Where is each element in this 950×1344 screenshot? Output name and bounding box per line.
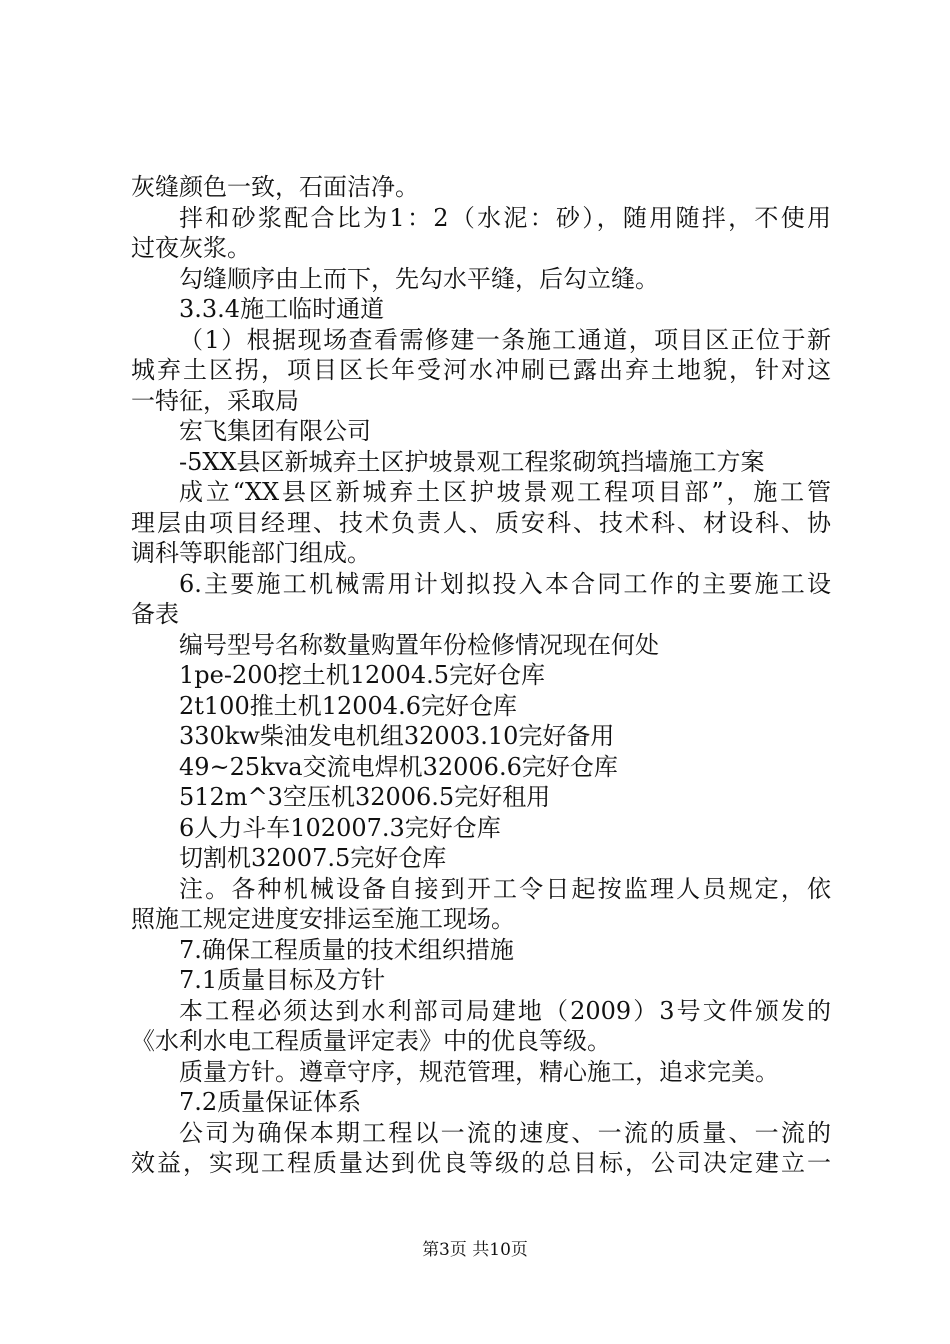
- equipment-row: 330kw柴油发电机组32003.10完好备用: [179, 722, 615, 750]
- section-heading: 7.确保工程质量的技术组织措施: [179, 935, 514, 964]
- section-heading: 7.2质量保证体系: [179, 1088, 362, 1116]
- text-line: 一特征，采取局: [131, 386, 299, 415]
- equipment-row: 切割机32007.5完好仓库: [179, 844, 447, 872]
- text-line: 理层由项目经理、技术负责人、质安科、技术科、材设科、协: [131, 508, 831, 537]
- running-header: -5XX县区新城弃土区护坡景观工程浆砌筑挡墙施工方案: [179, 447, 765, 476]
- text-line: 公司为确保本期工程以一流的速度、一流的质量、一流的: [179, 1118, 831, 1147]
- document-body: [131, 172, 831, 1179]
- text-line: 效益，实现工程质量达到优良等级的总目标，公司决定建立一: [131, 1149, 831, 1177]
- text-line: 本工程必须达到水利部司局建地（2009）3号文件颁发的: [179, 996, 831, 1025]
- text-line: 成立“XX县区新城弃土区护坡景观工程项目部”，施工管: [179, 478, 831, 506]
- equipment-row: 6人力斗车102007.3完好仓库: [179, 813, 501, 842]
- text-line: 灰缝颜色一致，石面洁净。: [131, 173, 419, 201]
- text-line: 照施工规定进度安排运至施工现场。: [131, 905, 515, 933]
- equipment-table-header: 编号型号名称数量购置年份检修情况现在何处: [179, 630, 659, 659]
- equipment-row: 1pe-200挖土机12004.5完好仓库: [179, 661, 545, 689]
- text-line: 注。各种机械设备自接到开工令日起按监理人员规定，依: [179, 874, 831, 903]
- text-line: 《水利水电工程质量评定表》中的优良等级。: [131, 1027, 611, 1055]
- section-heading: 3.3.4施工临时通道: [179, 295, 385, 323]
- equipment-row: 512m^3空压机32006.5完好租用: [179, 783, 551, 811]
- equipment-row: 2t100推土机12004.6完好仓库: [179, 691, 517, 720]
- text-line: 备表: [131, 600, 179, 628]
- equipment-row: 49~25kva交流电焊机32006.6完好仓库: [179, 752, 618, 781]
- text-line: （1）根据现场查看需修建一条施工通道，项目区正位于新: [179, 325, 831, 354]
- section-heading: 6.主要施工机械需用计划拟投入本合同工作的主要施工设: [179, 569, 831, 598]
- text-line: 质量方针。遵章守序，规范管理，精心施工，追求完美。: [179, 1057, 779, 1086]
- text-line: 勾缝顺序由上而下，先勾水平缝，后勾立缝。: [179, 264, 659, 293]
- text-line: 城弃土区拐，项目区长年受河水冲刷已露出弃土地貌，针对这: [131, 356, 831, 384]
- page-number-label: 第3页 共10页: [422, 1240, 528, 1260]
- text-line: 拌和砂浆配合比为1：2（水泥：砂），随用随拌，不使用: [179, 203, 831, 232]
- section-heading: 7.1质量目标及方针: [179, 966, 386, 994]
- company-name: 宏飞集团有限公司: [179, 417, 371, 445]
- text-line: 过夜灰浆。: [131, 234, 251, 262]
- page-footer: [0, 1239, 950, 1261]
- text-line: 调科等职能部门组成。: [131, 539, 371, 567]
